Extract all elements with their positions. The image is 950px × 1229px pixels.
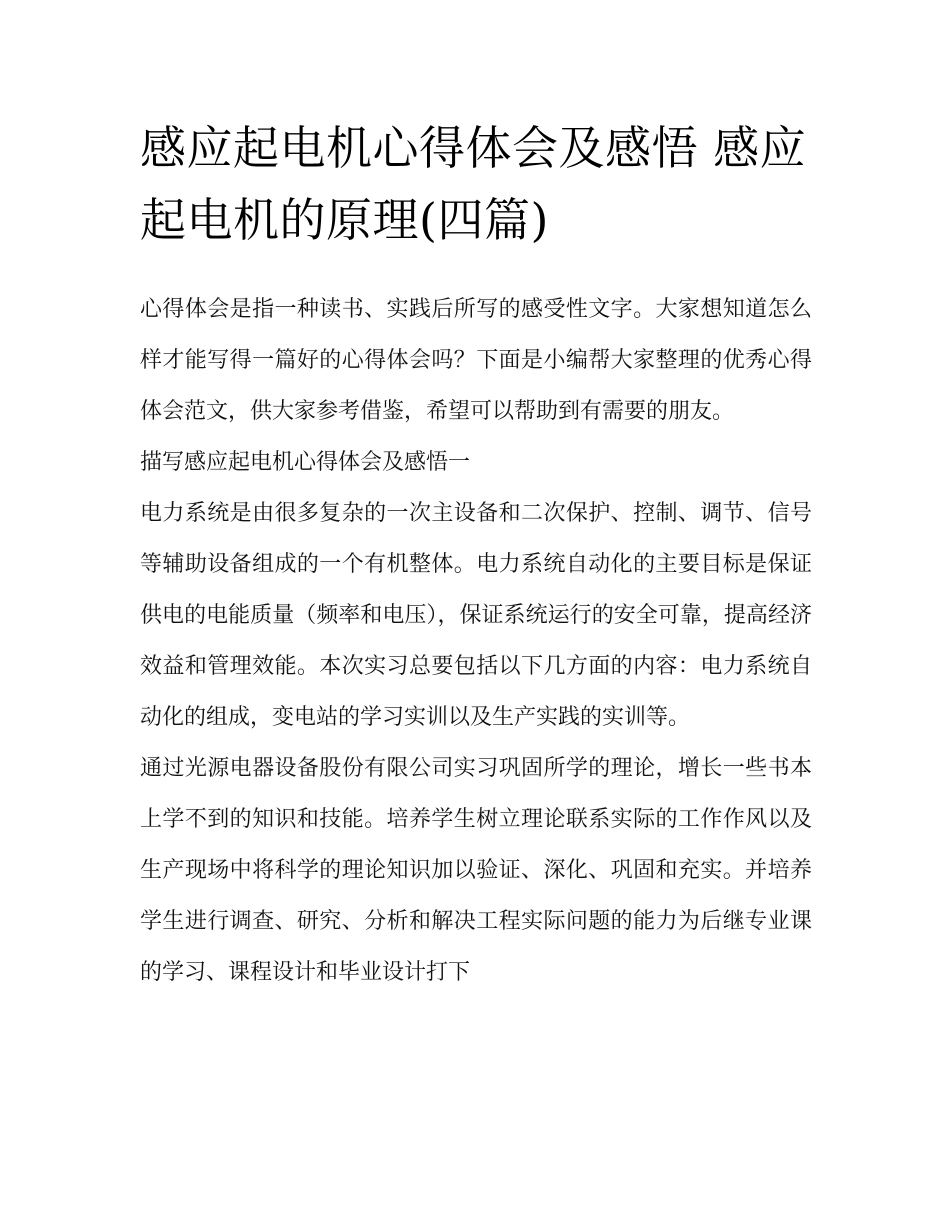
document-page [140,112,812,998]
document-title: 感应起电机心得体会及感悟 感应起电机的原理(四篇) [140,121,807,247]
intro-paragraph: 心得体会是指一种读书、实践后所写的感受性文字。大家想知道怎么样才能写得一篇好的心得体会吗？下面是小编帮大家整理的优秀心得体会范文，供大家参考借鉴，希望可以帮助到有需要的朋友。 [140,297,812,424]
document-body [140,284,812,998]
section-heading: 描写感应起电机心得体会及感悟一 [140,450,471,475]
body-paragraph: 电力系统是由很多复杂的一次主设备和二次保护、控制、调节、信号等辅助设备组成的一个有机整体。电力系统自动化的主要目标是保证供电的电能质量（频率和电压），保证系统运行的安全可靠，提高经济效益和管理效能。本次实习总要包括以下几方面的内容：电力系统自动化的组成，变电站的学习实训以及生产实践的实训等。 [140,501,812,730]
body-paragraph: 通过光源电器设备股份有限公司实习巩固所学的理论，增长一些书本上学不到的知识和技能。培养学生树立理论联系实际的工作作风以及生产现场中将科学的理论知识加以验证、深化、巩固和充实。并培养学生进行调查、研究、分析和解决工程实际问题的能力为后继专业课的学习、课程设计和毕业设计打下 [140,756,812,985]
